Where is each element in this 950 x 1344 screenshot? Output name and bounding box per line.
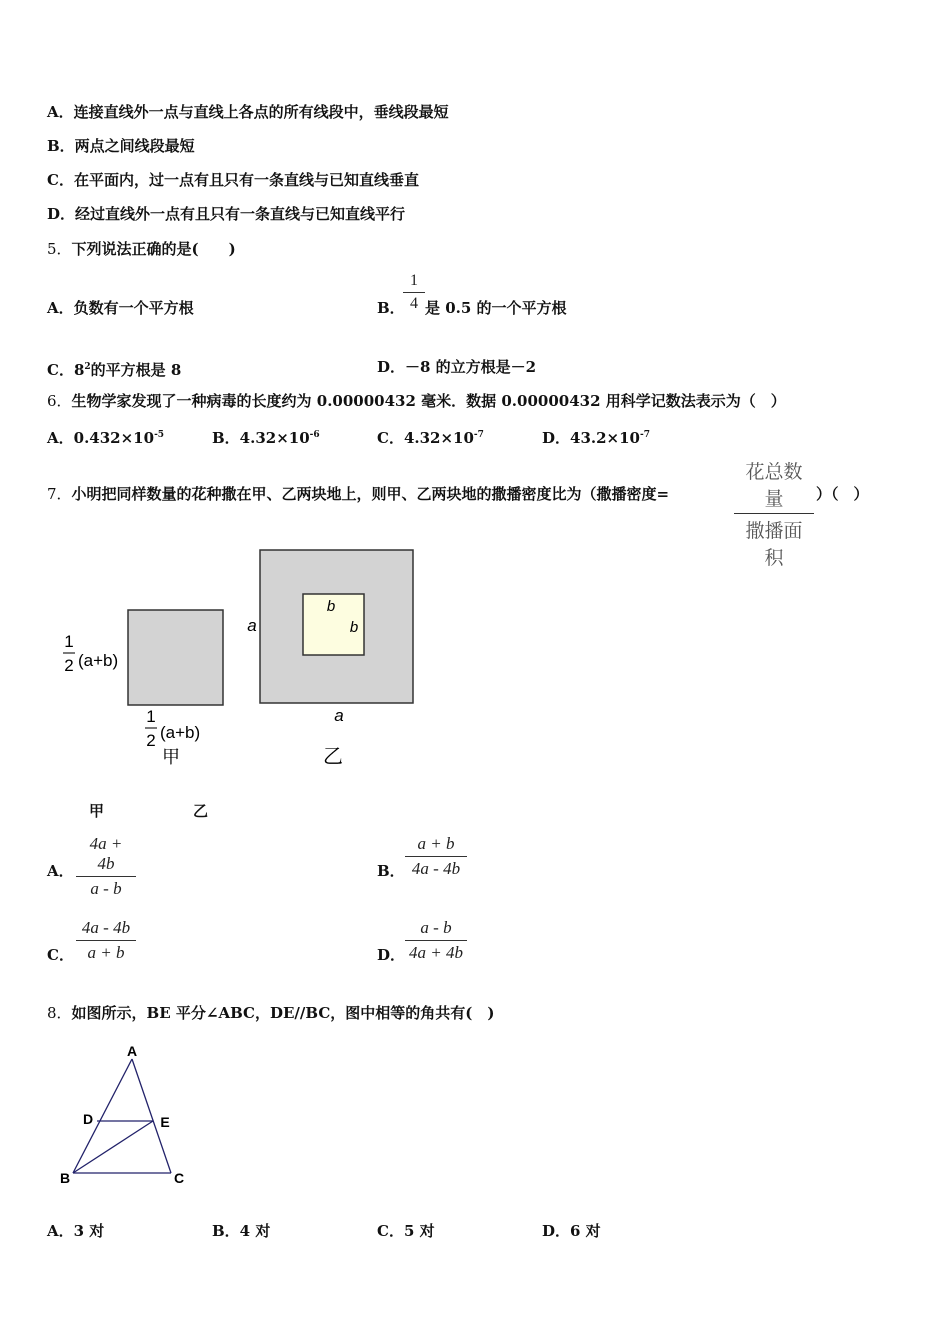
q8-option-b: B．4 对 (212, 1222, 271, 1240)
jia-bottom-side-label: (a+b) (160, 723, 201, 742)
q7-option-a-label: A． (47, 862, 74, 880)
q8-option-c: C．5 对 (377, 1222, 435, 1240)
vertex-b-label: B (59, 1170, 71, 1186)
q7-option-b-fraction (405, 834, 467, 879)
q7-density-den: 撒播面积 (745, 521, 803, 569)
q6-number: 6． (47, 392, 72, 410)
q4-option-d: D．经过直线外一点有且只有一条直线与已知直线平行 (47, 205, 406, 223)
q7-caption-yi: 乙 (193, 802, 209, 820)
q8-number: 8． (47, 1004, 72, 1022)
q5-option-d: D．－8 的立方根是－2 (377, 358, 537, 376)
q5-option-a: A．负数有一个平方根 (47, 299, 194, 317)
q5-option-c-suffix: 的平方根是 8 (90, 361, 182, 379)
q7-b-num: a + b (417, 834, 455, 853)
q7-stem-end: ）（ ） (816, 485, 869, 503)
q7-b-den: 4a - 4b (411, 859, 461, 878)
q5-stem-text: 下列说法正确的是( ) (71, 240, 236, 258)
q6-d-base: D．43.2×10 (542, 429, 640, 447)
jia-square (128, 610, 223, 705)
fraction-bar (403, 292, 425, 293)
q5-option-c-prefix: C．8 (47, 361, 85, 379)
fraction-bar (734, 513, 814, 514)
q7-caption-jia: 甲 (89, 802, 105, 820)
q6-c-exp: -7 (473, 430, 484, 440)
q8-triangle-figure (55, 1043, 195, 1188)
q6-a-exp: -5 (154, 430, 165, 440)
q7-d-num: a - b (420, 918, 452, 937)
q7-figure (55, 540, 435, 780)
yi-bottom-label-a: a (334, 706, 344, 725)
q7-option-a-fraction (76, 834, 136, 899)
q7-stem-text: 小明把同样数量的花种撒在甲、乙两块地上，则甲、乙两块地的撒播密度比为（撒播密度= (71, 485, 670, 503)
jia-left-side-label: (a+b) (78, 651, 119, 670)
yi-label: 乙 (323, 746, 343, 768)
q5-frac-num: 1 (410, 272, 418, 289)
q5-option-b-label: B． (377, 299, 405, 317)
q7-option-c-label: C． (47, 946, 74, 964)
q7-c-num: 4a - 4b (81, 918, 131, 937)
q5-frac-den: 4 (410, 295, 418, 312)
q7-a-num: 4a + 4b (89, 834, 123, 873)
q7-density-num: 花总数量 (745, 462, 803, 510)
jia-bottom-half-den: 2 (146, 731, 156, 750)
q4-option-c: C．在平面内，过一点有且只有一条直线与已知直线垂直 (47, 171, 419, 189)
q6-b-exp: -6 (309, 430, 320, 440)
q5-option-c (47, 358, 181, 379)
q4-option-a: A．连接直线外一点与直线上各点的所有线段中，垂线段最短 (47, 103, 449, 121)
vertex-d-label: D (82, 1111, 94, 1127)
q5-option-c-sup: 2 (84, 362, 91, 372)
q6-option-a (47, 426, 164, 447)
q8-stem-text: 如图所示，BE 平分∠ABC，DE//BC，图中相等的角共有( ) (71, 1004, 495, 1022)
jia-left-half-den: 2 (64, 656, 74, 675)
q8-option-d: D．6 对 (542, 1222, 601, 1240)
fraction-bar (76, 876, 136, 877)
vertex-c-label: C (173, 1170, 185, 1186)
q7-density-fraction (734, 457, 814, 570)
jia-left-half-num: 1 (64, 632, 74, 651)
vertex-a-label: A (126, 1043, 138, 1059)
q4-option-b: B．两点之间线段最短 (47, 137, 195, 155)
q6-stem-text: 生物学家发现了一种病毒的长度约为 0.00000432 毫米．数据 0.00000432 用科学记数法表示为（ ） (71, 392, 786, 410)
vertex-e-label: E (160, 1114, 170, 1130)
q6-stem (47, 392, 786, 410)
q6-d-exp: -7 (639, 430, 650, 440)
q5-stem (47, 240, 236, 258)
q5-number: 5． (47, 240, 72, 258)
q5-option-b-fraction (403, 272, 425, 313)
q7-option-c-fraction (76, 918, 136, 963)
yi-side-label-a: a (247, 616, 257, 635)
q6-a-base: A．0.432×10 (47, 429, 155, 447)
segment-be (73, 1121, 153, 1173)
q6-c-base: C．4.32×10 (377, 429, 474, 447)
yi-inner-top-label-b: b (326, 598, 336, 615)
q7-number: 7． (47, 485, 72, 503)
q5-option-b-text: 是 0.5 的一个平方根 (425, 299, 567, 317)
q7-option-d-fraction (405, 918, 467, 963)
q7-d-den: 4a + 4b (409, 943, 463, 962)
q6-b-base: B．4.32×10 (212, 429, 310, 447)
q6-option-b (212, 426, 320, 447)
q7-stem (47, 485, 669, 503)
q7-option-b-label: B． (377, 862, 405, 880)
q6-option-d (542, 426, 650, 447)
fraction-bar (76, 940, 136, 941)
jia-label: 甲 (162, 747, 180, 767)
q8-stem (47, 1004, 494, 1022)
q7-c-den: a + b (87, 943, 125, 962)
q7-option-d-label: D． (377, 946, 406, 964)
q6-option-c (377, 426, 484, 447)
jia-bottom-half-num: 1 (146, 707, 156, 726)
fraction-bar (405, 856, 467, 857)
side-ab (73, 1059, 132, 1173)
q8-option-a: A．3 对 (47, 1222, 105, 1240)
fraction-bar (405, 940, 467, 941)
q7-a-den: a - b (90, 879, 122, 898)
yi-inner-right-label-b: b (349, 619, 359, 636)
